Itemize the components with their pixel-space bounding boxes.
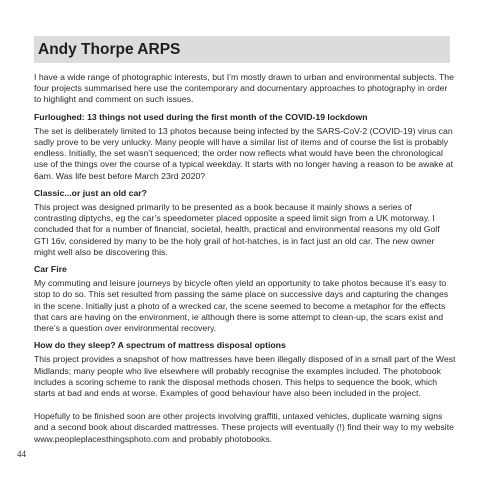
section-heading-furloughed: Furloughed: 13 things not used during the first month of the COVID-19 lockdown [34,111,368,122]
article-body [34,72,456,451]
section-body-mattress: This project provides a snapshot of how mattresses have been illegally disposed of in a small part of the West Midlands; many people who live elsewhere will probably recognise the examples included. The photobook includes a scoring scheme to rank the disposal methods chosen. This helps to sequence the book, which starts at bad and ends at worse. Examples of good behaviour have also been included in the project. [34,354,456,399]
closing-paragraph: Hopefully to be finished soon are other projects involving graffiti, untaxed vehicles, duplicate warning signs and a second book about discarded mattresses. These projects will eventually (!) find their way to my website www.peopleplacesthingsphoto.com and probably photobooks. [34,411,454,444]
section-heading-mattress: How do they sleep? A spectrum of mattress disposal options [34,340,286,351]
section-heading-car-fire: Car Fire [34,264,67,275]
section-heading-classic-car: Classic...or just an old car? [34,187,147,198]
author-title: Andy Thorpe ARPS [38,41,181,58]
intro-paragraph: I have a wide range of photographic interests, but I’m mostly drawn to urban and environmental subjects. The four projects summarised here use the contemporary and documentary approaches to photography in order to highlight and comment on such issues. [34,72,454,105]
title-banner [34,36,450,63]
section-body-car-fire: My commuting and leisure journeys by bicycle often yield an opportunity to take photos because it’s easy to stop to do so. This set resulted from passing the same place on successive days and capturing the changes in the scene. Initially just a photo of a wrecked car, the scene seemed to become a metaphor for the effects that cars are having on the environment, ie although there is some attempt to clean-up, the scars exist and there’s a question over environmental recovery. [34,278,449,334]
section-body-furloughed: The set is deliberately limited to 13 photos because being infected by the SARS-CoV-2 (COVID-19) virus can sadly prove to be very unlucky. Many people will have a similar list of items and of course the list is probably endless. Initially, the set wasn’t sequenced; the order now reflects what would have been the chronological use of the things over the course of a typical weekday. It starts with no longer having a reason to be awake at 6am. Was life best before March 23rd 2020? [34,125,454,181]
page-number: 44 [17,449,26,459]
section-body-classic-car: This project was designed primarily to be presented as a book because it mainly shows a series of contrasting diptychs, eg the car’s speedometer placed opposite a speed limit sign from a UK motorway. I concluded that for a number of financial, societal, health, practical and environmental reasons my old Golf GTI 16v, considered by many to be the holy grail of hot-hatches, is in fact just an old car. The new owner might well also be discovering this. [34,202,440,257]
